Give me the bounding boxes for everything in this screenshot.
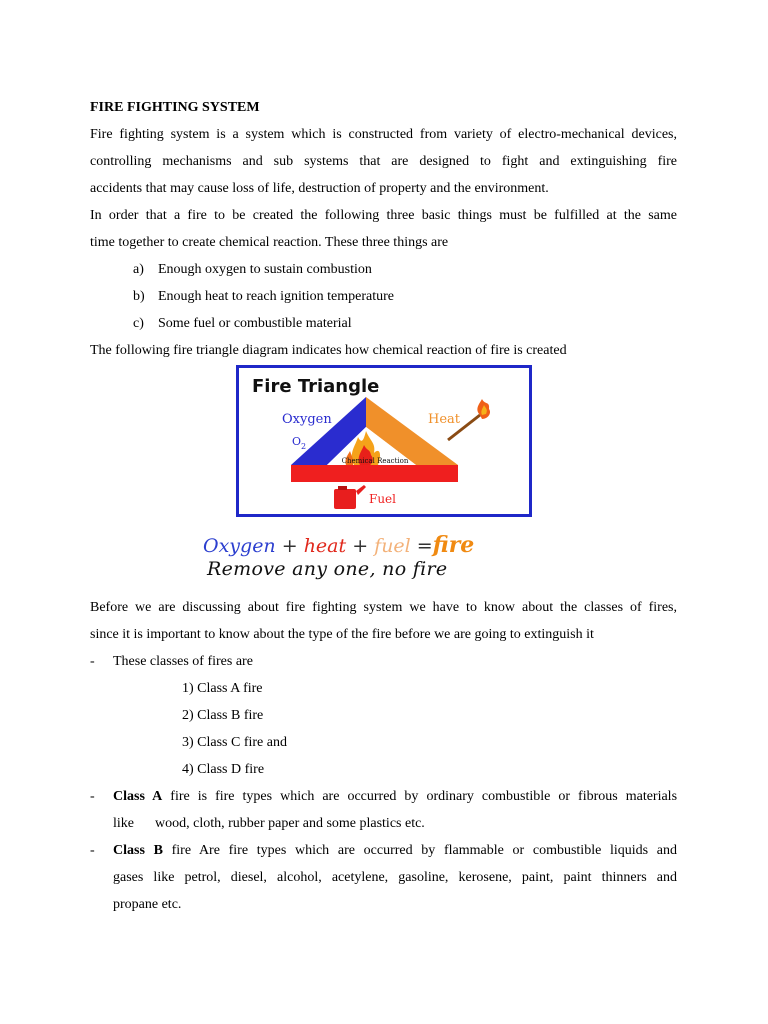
paragraph-line: Fire fighting system is a system which is constructed from variety of electro-mechanical devices, bbox=[90, 127, 677, 142]
fuel-label: Fuel bbox=[369, 492, 396, 506]
class-list-item: 2) Class B fire bbox=[182, 708, 264, 723]
paragraph-line: The following fire triangle diagram indicates how chemical reaction of fire is created bbox=[90, 343, 567, 358]
list-marker: c) bbox=[133, 316, 144, 331]
dash-marker: - bbox=[90, 843, 95, 858]
figure-title: Fire Triangle bbox=[252, 376, 380, 397]
o2-subscript: 2 bbox=[301, 442, 307, 451]
equation-caption: Remove any one, no fire bbox=[207, 558, 448, 580]
fire-equation bbox=[203, 533, 474, 558]
dash-marker: - bbox=[90, 789, 95, 804]
fire-triangle-figure bbox=[236, 365, 532, 517]
heat-label: Heat bbox=[428, 412, 461, 427]
class-a-description bbox=[90, 783, 677, 810]
list-item-text: Enough oxygen to sustain combustion bbox=[158, 262, 372, 277]
fuel-side bbox=[291, 465, 458, 482]
class-b-text: fire Are fire types which are occurred by flammable or combustible liquids and bbox=[171, 843, 677, 858]
dash-list-item bbox=[90, 648, 677, 675]
class-list-item: 1) Class A fire bbox=[182, 681, 263, 696]
list-item bbox=[90, 256, 677, 283]
class-a-text-continued: like wood, cloth, rubber paper and some plastics etc. bbox=[113, 816, 425, 831]
class-b-text-continued: propane etc. bbox=[113, 897, 182, 912]
class-list-item: 4) Class D fire bbox=[182, 762, 265, 777]
chemical-reaction-label: Chemical Reaction bbox=[341, 457, 409, 465]
equation-oxygen: Oxygen bbox=[203, 535, 276, 557]
fire-triangle-diagram bbox=[236, 365, 532, 517]
equation-plus: + bbox=[352, 535, 369, 557]
equation-heat: heat bbox=[303, 535, 347, 557]
class-b-text-continued: gases like petrol, diesel, alcohol, acetylene, gasoline, kerosene, paint, paint thinners and bbox=[113, 870, 677, 885]
class-a-text: fire is fire types which are occurred by ordinary combustible or fibrous materials bbox=[170, 789, 678, 804]
paragraph-line: since it is important to know about the type of the fire before we are going to extinguish it bbox=[90, 627, 594, 642]
list-marker: a) bbox=[133, 262, 144, 277]
list-marker: b) bbox=[133, 289, 145, 304]
document-body bbox=[90, 94, 677, 364]
class-b-description bbox=[90, 837, 677, 864]
paragraph-line: controlling mechanisms and sub systems that are designed to fight and extinguishing fire bbox=[90, 154, 677, 169]
class-list-item: 3) Class C fire and bbox=[182, 735, 287, 750]
equation-equals: = bbox=[416, 535, 433, 557]
list-item-text: Enough heat to reach ignition temperature bbox=[158, 289, 394, 304]
equation-plus: + bbox=[281, 535, 298, 557]
oxygen-label: Oxygen bbox=[282, 412, 332, 427]
list-item bbox=[90, 310, 677, 337]
paragraph-line: accidents that may cause loss of life, destruction of property and the environment. bbox=[90, 181, 549, 196]
document-body-continued bbox=[90, 594, 677, 918]
list-item bbox=[90, 283, 677, 310]
class-a-name: Class A bbox=[113, 789, 163, 804]
paragraph-line: In order that a fire to be created the following three basic things must be fulfilled at the same bbox=[90, 208, 677, 223]
paragraph-line: time together to create chemical reaction. These three things are bbox=[90, 235, 449, 250]
class-b-name: Class B bbox=[113, 843, 163, 858]
o2-text: O bbox=[292, 435, 302, 448]
dash-marker: - bbox=[90, 654, 95, 669]
section-heading: FIRE FIGHTING SYSTEM bbox=[90, 100, 260, 115]
list-item-text: Some fuel or combustible material bbox=[158, 316, 352, 331]
equation-fire: fire bbox=[432, 532, 475, 558]
paragraph-line: Before we are discussing about fire fighting system we have to know about the classes of fires, bbox=[90, 600, 677, 615]
list-item-text: These classes of fires are bbox=[113, 654, 253, 669]
equation-fuel: fuel bbox=[374, 535, 411, 557]
